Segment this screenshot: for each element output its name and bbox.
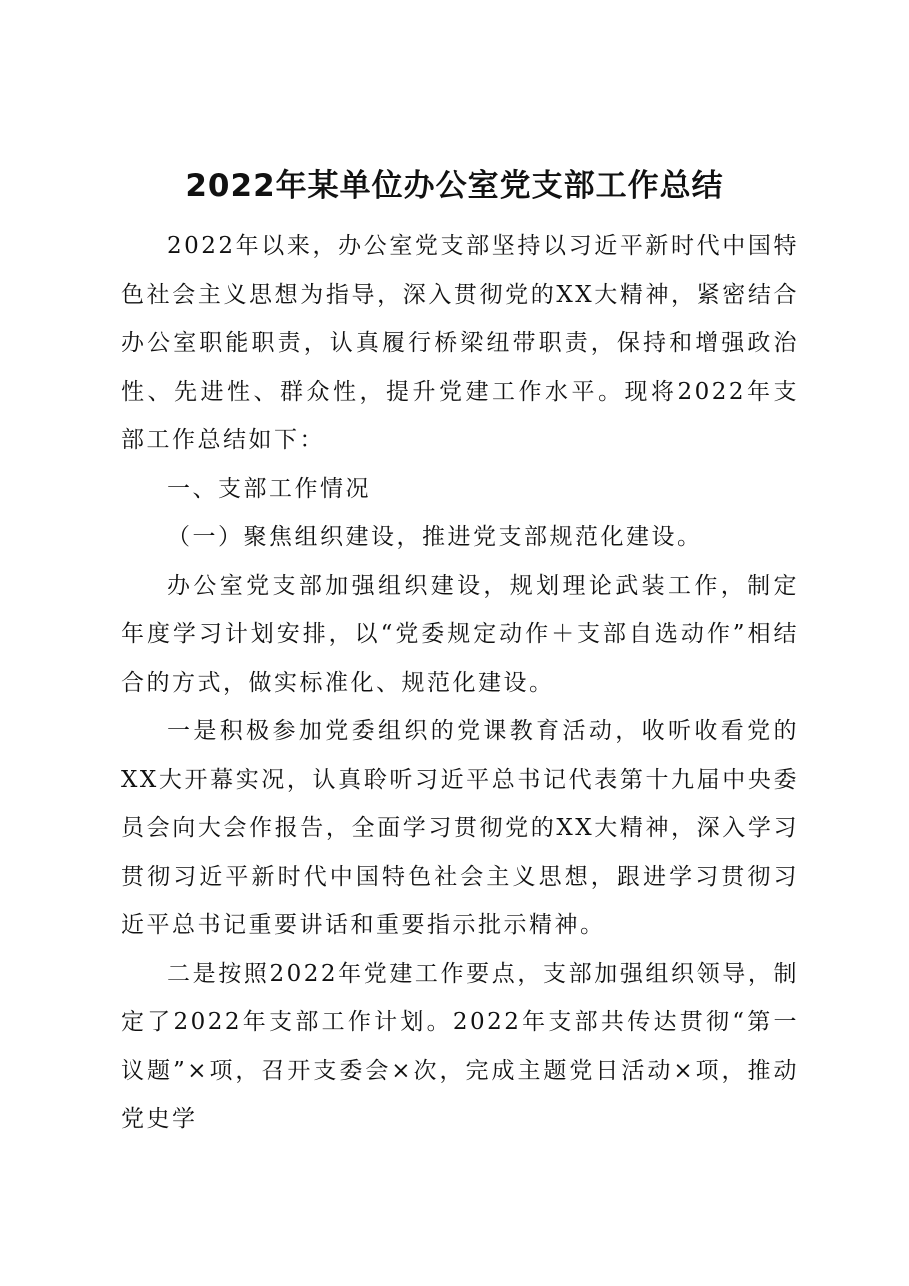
document-title: 2022年某单位办公室党支部工作总结: [185, 168, 724, 204]
subsection-heading: （一）聚焦组织建设，推进党支部规范化建设。: [167, 524, 703, 550]
paragraph-point-one: 一是积极参加党委组织的党课教育活动，收听收看党的XX大开幕实况，认真聆听习近平总书记代表第十九届中央委员会向大会作报告，全面学习贯彻党的XX大精神，深入学习贯彻习近平新时代中国特色社会主义思想，跟进学习贯彻习近平总书记重要讲话和重要指示批示精神。: [121, 718, 799, 938]
paragraph-intro: 2022年以来，办公室党支部坚持以习近平新时代中国特色社会主义思想为指导，深入贯彻党的XX大精神，紧密结合办公室职能职责，认真履行桥梁纽带职责，保持和增强政治性、先进性、群众性，提升党建工作水平。现将2022年支部工作总结如下：: [121, 233, 799, 453]
document-body: [121, 222, 799, 1144]
paragraph-organization: 办公室党支部加强组织建设，规划理论武装工作，制定年度学习计划安排，以“党委规定动作＋支部自选动作”相结合的方式，做实标准化、规范化建设。: [121, 572, 799, 696]
paragraph-point-two: 二是按照2022年党建工作要点，支部加强组织领导，制定了2022年支部工作计划。2022年支部共传达贯彻“第一议题”×项，召开支委会×次，完成主题党日活动×项，推动党史学: [121, 960, 799, 1132]
section-heading: 一、支部工作情况: [167, 475, 371, 502]
